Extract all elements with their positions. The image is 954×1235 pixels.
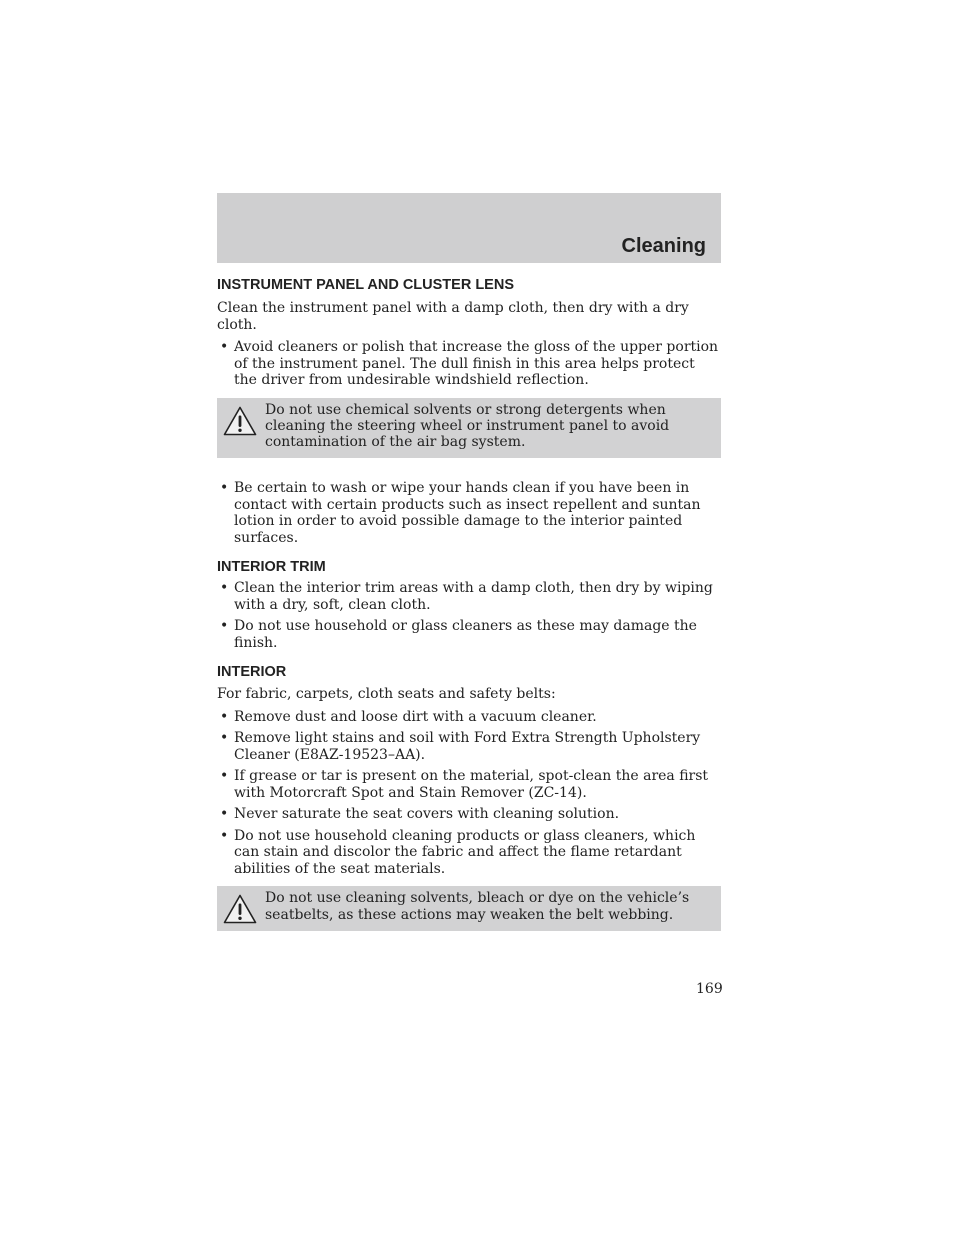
list-item: • Avoid cleaners or polish that increase the gloss of the upper portion of the instrument panel. The dull finish in this area helps protect the driver from undesirable windshield reflection. [217,339,721,389]
heading-interior-trim: INTERIOR TRIM [217,559,326,576]
list-item: • Never saturate the seat covers with cleaning solution. [217,806,721,823]
heading-interior: INTERIOR [217,664,287,681]
warning-triangle-icon [223,894,257,924]
list-item: • Remove light stains and soil with Ford Extra Strength Upholstery Cleaner (E8AZ-19523–AA). [217,730,721,763]
instrument-intro: Clean the instrument panel with a damp cloth, then dry with a dry cloth. [217,300,689,333]
warning-box-seatbelts [217,886,721,931]
section-header [217,193,721,263]
warning-box-airbag [217,398,721,459]
list-item: • Remove dust and loose dirt with a vacuum cleaner. [217,709,721,726]
warning-triangle-icon [223,406,257,436]
warning-text: Do not use cleaning solvents, bleach or dye on the vehicle’s seatbelts, as these actions may weaken the belt webbing. [265,890,690,923]
list-item: • Clean the interior trim areas with a damp cloth, then dry by wiping with a dry, soft, clean cloth. [217,580,721,613]
list-item: • Do not use household cleaning products or glass cleaners, which can stain and discolor the fabric and affect the flame retardant abilities of the seat materials. [217,828,721,878]
list-item: • If grease or tar is present on the material, spot-clean the area first with Motorcraft Spot and Stain Remover (ZC-14). [217,768,721,801]
page-content [217,276,721,931]
page-number: 169 [696,981,723,997]
instrument-list-1 [217,339,721,389]
list-item: • Do not use household or glass cleaners as these may damage the finish. [217,618,721,651]
warning-text: Do not use chemical solvents or strong detergents when cleaning the steering wheel or instrument panel to avoid contamination of the air bag system. [265,401,670,451]
interior-list [217,709,721,878]
trim-list [217,580,721,651]
heading-instrument-panel: INSTRUMENT PANEL AND CLUSTER LENS [217,277,514,293]
section-title: Cleaning [621,235,706,257]
instrument-list-2 [217,480,721,546]
interior-intro: For fabric, carpets, cloth seats and safety belts: [217,686,556,703]
list-item: • Be certain to wash or wipe your hands clean if you have been in contact with certain products such as insect repellent and suntan lotion in order to avoid possible damage to the interior painted surfaces. [217,480,721,546]
